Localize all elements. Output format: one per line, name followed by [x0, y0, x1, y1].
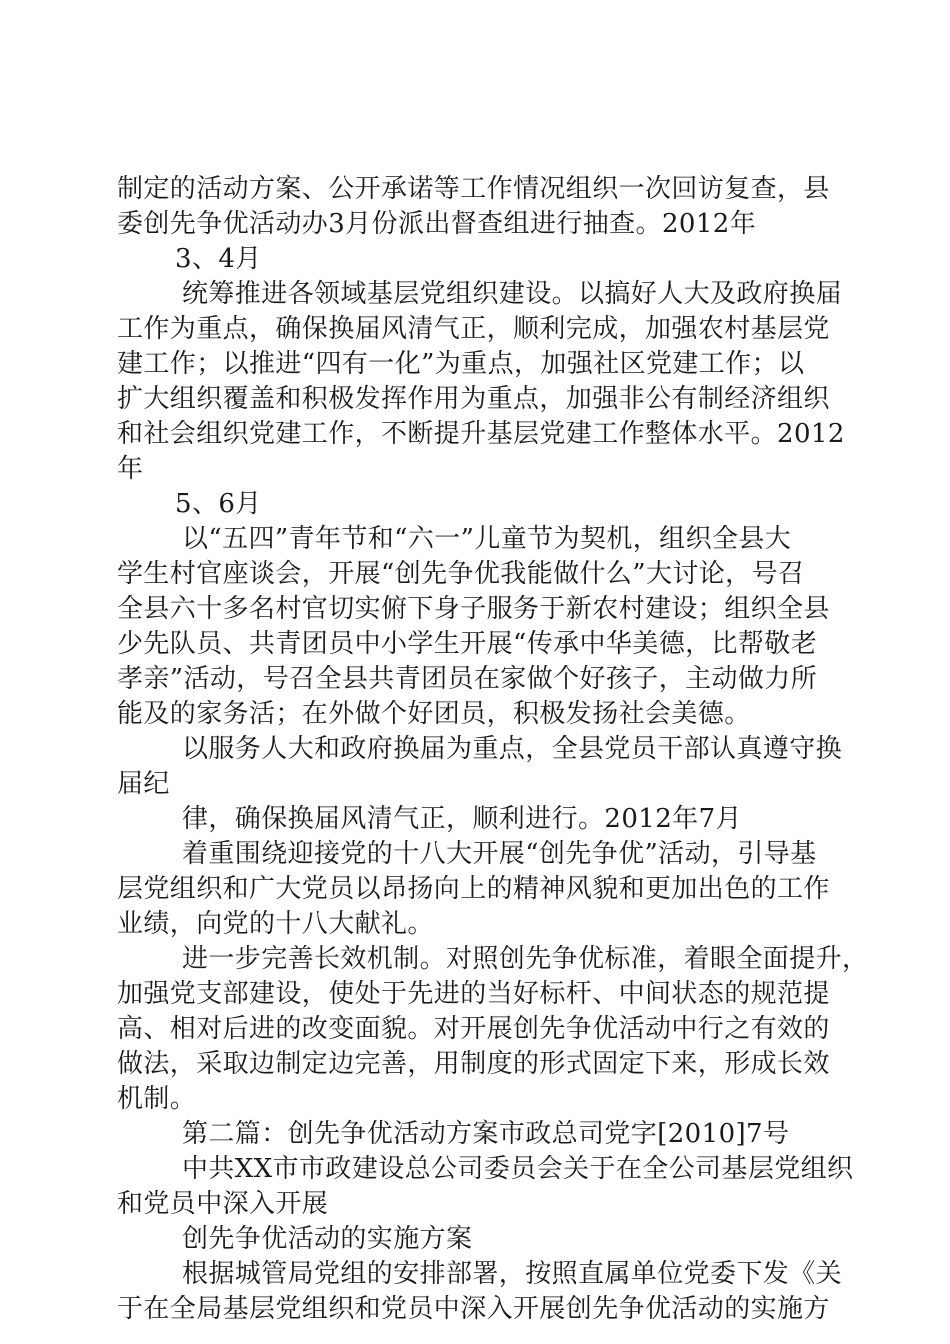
body-line-4: 统筹推进各领域基层党组织建设。以搞好人大及政府换届 [182, 279, 843, 309]
body-line-22: 业绩，向党的十八大献礼。 [117, 909, 434, 939]
body-line-25: 高、相对后进的改变面貌。对开展创先争优活动中行之有效的 [117, 1014, 830, 1044]
body-line-6: 建工作；以推进“四有一化”为重点，加强社区党建工作；以 [117, 349, 805, 379]
body-line-29: 中共XX市市政建设总公司委员会关于在全公司基层党组织 [182, 1154, 854, 1184]
body-line-7: 扩大组织覆盖和积极发挥作用为重点，加强非公有制经济组织 [117, 384, 830, 414]
body-line-5: 工作为重点，确保换届风清气正，顺利完成，加强农村基层党 [117, 314, 830, 344]
body-line-32: 根据城管局党组的安排部署，按照直属单位党委下发《关 [182, 1259, 843, 1289]
body-line-21: 层党组织和广大党员以昂扬向上的精神风貌和更加出色的工作 [117, 874, 830, 904]
body-line-11: 以“五四”青年节和“六一”儿童节为契机，组织全县大 [182, 524, 792, 554]
section-heading-line: 第二篇：创先争优活动方案市政总司党字[2010]7号 [182, 1119, 790, 1149]
body-line-23: 进一步完善长效机制。对照创先争优标准，着眼全面提升， [182, 944, 869, 974]
body-line-12: 学生村官座谈会，开展“创先争优我能做什么”大讨论，号召 [117, 559, 805, 589]
body-line-24: 加强党支部建设，使处于先进的当好标杆、中间状态的规范提 [117, 979, 830, 1009]
body-line-26: 做法，采取边制定边完善，用制度的形式固定下来，形成长效 [117, 1049, 830, 1079]
body-line-16: 能及的家务活；在外做个好团员，积极发扬社会美德。 [117, 699, 751, 729]
body-line-2: 委创先争优活动办3月份派出督查组进行抽查。2012年 [117, 209, 757, 239]
body-line-18: 届纪 [117, 769, 170, 799]
body-line-9: 年 [117, 454, 144, 484]
body-line-14: 少先队员、共青团员中小学生开展“传承中华美德，比帮敬老 [117, 629, 818, 659]
body-line-17: 以服务人大和政府换届为重点，全县党员干部认真遵守换 [182, 734, 843, 764]
body-line-19: 律，确保换届风清气正，顺利进行。2012年7月 [182, 804, 742, 834]
body-line-31: 创先争优活动的实施方案 [182, 1224, 473, 1254]
body-line-27: 机制。 [117, 1084, 197, 1114]
body-line-3: 3、4月 [175, 244, 262, 274]
body-line-10: 5、6月 [175, 489, 262, 519]
body-line-1: 制定的活动方案、公开承诺等工作情况组织一次回访复查，县 [117, 174, 830, 204]
body-line-33: 于在全局基层党组织和党员中深入开展创先争优活动的实施方 [117, 1294, 830, 1324]
body-line-15: 孝亲”活动，号召全县共青团员在家做个好孩子，主动做力所 [117, 664, 818, 694]
body-line-13: 全县六十多名村官切实俯下身子服务于新农村建设；组织全县 [117, 594, 830, 624]
body-line-20: 着重围绕迎接党的十八大开展“创先争优”活动，引导基 [182, 839, 817, 869]
body-line-30: 和党员中深入开展 [117, 1189, 329, 1219]
body-line-8: 和社会组织党建工作，不断提升基层党建工作整体水平。2012 [117, 419, 845, 449]
